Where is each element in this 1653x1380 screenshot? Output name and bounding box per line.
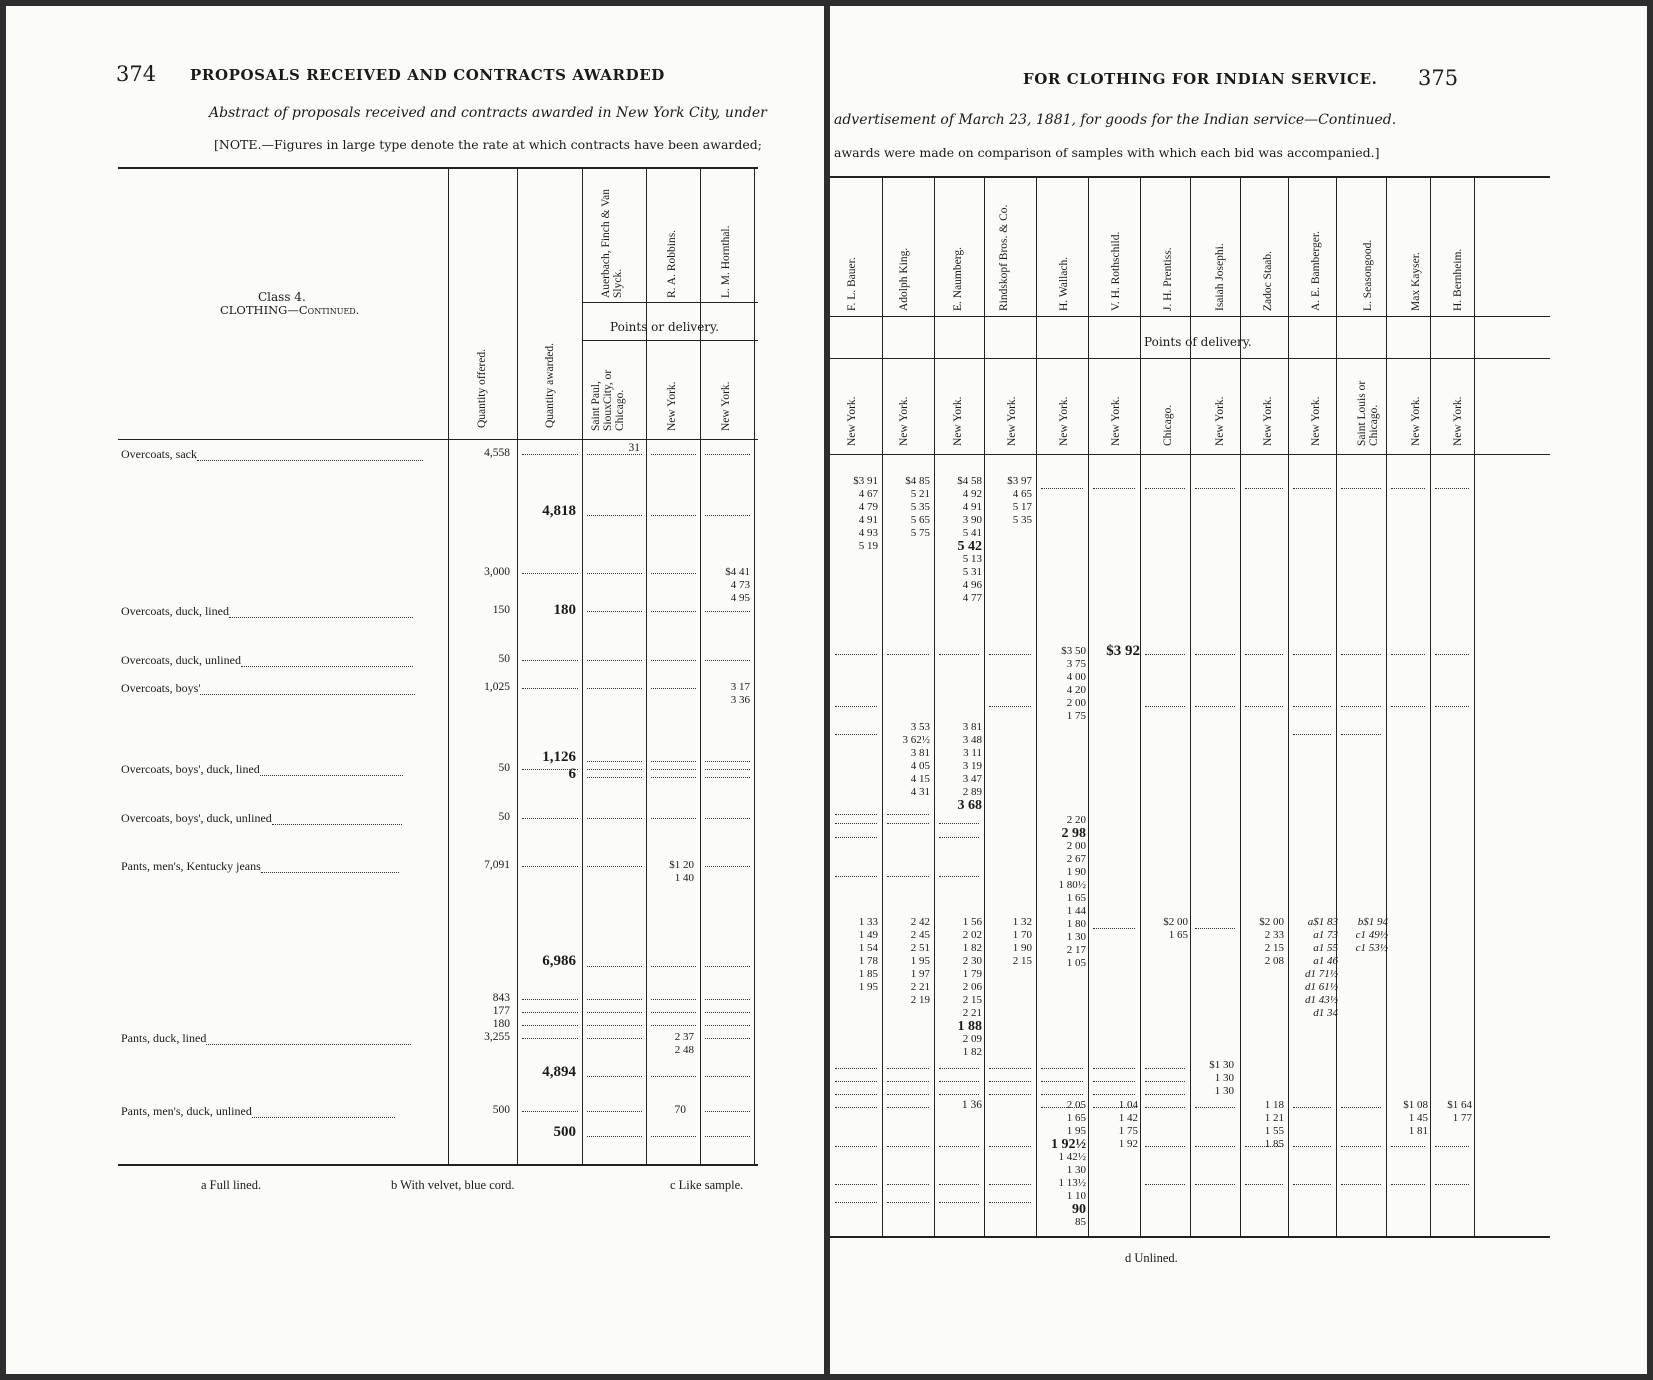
col-divider [1474,176,1475,1236]
delivery-new-york: New York. [666,381,678,431]
col-divider [1336,176,1337,1236]
bid-stack-rindskopf: 1 32 1 70 1 90 2 15 [1012,916,1032,967]
points-label: Points of delivery. [1144,335,1252,349]
footnote: c Like sample. [670,1178,744,1192]
footnote: a Full lined. [201,1178,262,1192]
delivery-point: Chicago. [1162,404,1174,446]
bid-stack-naumberg: $4 58 4 92 4 91 3 90 5 41 5 42 5 13 5 31 4 96 4 77 [957,475,982,604]
qty-offered: 7,091 [484,859,510,871]
bid-stack-bernheim: $1 64 1 77 [1447,1099,1472,1124]
item-row: Overcoats, boys', duck, unlined [121,811,402,825]
qty-offered: 1,025 [484,681,510,693]
bid-stack-bamberger: a$1 83 a1 73 a1 55 a1 46 d1 71½ d1 61½ d1 43½ d1 34 [1305,916,1338,1019]
delivery-new-york: New York. [720,381,732,431]
bidder-name: J. H. Prentiss. [1162,247,1174,311]
bidder-name: H. Bernheim. [1452,248,1464,311]
bid-hornthal: 3 17 3 36 [730,681,750,706]
bid-naumberg: 1 36 [961,1099,982,1111]
class-title: Class 4. [258,290,306,304]
qty-offered: 50 [498,811,510,823]
item-row: Pants, men's, Kentucky jeans [121,859,399,873]
col-divider [934,176,935,1236]
title-line: Abstract of proposals received and contracts awarded in New York City, under [209,105,767,121]
qty-offered: 177 [492,1005,510,1017]
bid-stack-naumberg: 1 56 2 02 1 82 2 30 1 79 2 06 2 15 2 21 1 88 2 09 1 82 [957,916,982,1058]
bid-stack-staab: $2 00 2 33 2 15 2 08 [1259,916,1284,967]
col-divider [1288,176,1289,1236]
bid-stack-wallach: 2 20 2 98 2 00 2 67 1 90 1 80½ 1 65 1 44 1 80 1 30 2 17 1 05 [1058,814,1086,969]
col-divider [646,167,647,1164]
page-number: 374 [116,62,157,86]
left-page [6,6,824,1374]
table-bottom-rule [830,1236,1550,1238]
bidder-rule [582,302,758,303]
footnote: b With velvet, blue cord. [391,1178,515,1192]
delivery-point: New York. [1006,396,1018,446]
col-divider [1036,176,1037,1236]
bid-stack-staab: 1 18 1 21 1 55 1 85 [1264,1099,1284,1150]
bidder-name: H. Wallach. [1058,256,1070,311]
bid-stack-wallach: $3 50 3 75 4 00 4 20 2 00 1 75 [1061,645,1086,722]
bid-stack-bauer: 1 33 1 49 1 54 1 78 1 85 1 95 [858,916,878,993]
bid-stack-josephi: $1 30 1 30 1 30 [1209,1059,1234,1097]
bid-stack-seasongood: b$1 94 c1 49½ c1 53½ [1355,916,1388,954]
delivery-point: New York. [1058,396,1070,446]
bidder-name: L. Seasongood. [1362,239,1374,311]
col-divider [700,167,701,1164]
delivery-point: New York. [846,396,858,446]
qty-awarded: 180 [553,602,576,618]
table-header-rule [118,439,758,440]
qty-awarded: 4,894 [542,1064,576,1080]
bidder-name: Rindskopf Bros. & Co. [998,204,1010,311]
col-divider [1088,176,1089,1236]
bid-stack-wallach: 2 05 1 65 1 95 1 92½ 1 42½ 1 30 1 13½ 1 10 90 85 [1051,1099,1086,1228]
qty-awarded: 6 [568,766,576,782]
qty-offered: 3,255 [484,1031,510,1043]
bid-stack-king: $4 85 5 21 5 35 5 65 5 75 [905,475,930,539]
bid-value: 31 [628,442,640,454]
qty-awarded: 500 [553,1124,576,1140]
bidder-name: Max Kayser. [1410,252,1422,311]
points-label: Points or delivery. [610,320,720,334]
delivery-point: New York. [1110,396,1122,446]
item-row: Overcoats, boys', duck, lined [121,762,403,776]
item-row: Pants, men's, duck, unlined [121,1104,395,1118]
delivery-point: New York. [1262,396,1274,446]
bid-robbins: $1 20 1 40 [669,859,694,884]
delivery-point: New York. [1214,396,1226,446]
title-line: advertisement of March 23, 1881, for goods for the Indian service—Continued. [834,112,1397,128]
bid-stack-king: 2 42 2 45 2 51 1 95 1 97 2 21 2 19 [910,916,930,1006]
col-divider [1430,176,1431,1236]
delivery-point: New York. [952,396,964,446]
col-divider [582,167,583,1164]
col-divider [1386,176,1387,1236]
delivery-saint-paul: Saint Paul, SiouxCity, or Chicago. [590,369,627,431]
bid-hornthal: $4 41 4 73 4 95 [725,566,750,604]
col-quantity-offered: Quantity offered. [476,349,488,428]
col-divider [984,176,985,1236]
running-head: FOR CLOTHING FOR INDIAN SERVICE. [1023,70,1378,88]
item-row: Pants, duck, lined [121,1031,411,1045]
qty-offered: 50 [498,762,510,774]
bid-stack-rothschild: 1 04 1 42 1 75 1 92 [1118,1099,1138,1150]
col-divider [1140,176,1141,1236]
qty-offered: 180 [492,1018,510,1030]
col-divider [517,167,518,1164]
class-subtitle: CLOTHING—Continued. [220,303,360,317]
bid-stack-kayser: $1 08 1 45 1 81 [1403,1099,1428,1137]
bidder-name: Isaiah Josephi. [1214,243,1226,311]
bidder-name: Adolph King. [898,247,910,311]
page-number: 375 [1418,66,1459,90]
bidder-name: Zadoc Staab. [1262,250,1274,311]
delivery-point: New York. [1310,396,1322,446]
bid-stack-prentiss: $2 00 1 65 [1163,916,1188,941]
delivery-point: New York. [1452,396,1464,446]
delivery-point: New York. [898,396,910,446]
delivery-point: Saint Louis or Chicago. [1356,380,1381,446]
delivery-point: New York. [1410,396,1422,446]
table-bottom-rule [118,1164,758,1166]
qty-awarded: 1,126 [542,749,576,765]
qty-offered: 500 [492,1104,510,1116]
col-divider [754,167,755,1164]
qty-awarded: 6,986 [542,953,576,969]
bid-stack-bauer: $3 91 4 67 4 79 4 91 4 93 5 19 [853,475,878,552]
bid-stack-king: 3 53 3 62½ 3 81 4 05 4 15 4 31 [902,721,930,798]
footnote: d Unlined. [1125,1251,1178,1265]
qty-offered: 150 [492,604,510,616]
col-divider [1240,176,1241,1236]
qty-offered: 50 [498,653,510,665]
points-rule [582,340,758,341]
qty-offered: 4,558 [484,447,510,459]
bid-stack-naumberg: 3 81 3 48 3 11 3 19 3 47 2 89 3 68 [957,721,982,813]
item-row: Overcoats, duck, unlined [121,653,413,667]
bid-robbins: 2 37 2 48 [674,1031,694,1056]
bid-rothschild: $3 92 [1106,643,1140,659]
bidder-robbins: R. A. Robbins. [666,229,678,298]
bidder-name: F. L. Bauer. [846,257,858,311]
item-row: Overcoats, sack [121,447,423,461]
table-top-rule [118,167,758,169]
col-quantity-awarded: Quantity awarded. [544,343,556,428]
note-line: [NOTE.—Figures in large type denote the rate at which contracts have been awarded; [214,137,763,152]
item-row: Overcoats, duck, lined [121,604,413,618]
bidder-auerbach: Auerbach, Finch & Van Slyck. [600,188,625,298]
col-divider [1190,176,1191,1236]
qty-awarded: 4,818 [542,503,576,519]
bidder-name: A. E. Bamberger. [1310,231,1322,311]
note-line: awards were made on comparison of samples with which each bid was accompanied.] [834,145,1380,160]
bid-stack-rindskopf: $3 97 4 65 5 17 5 35 [1007,475,1032,526]
bidder-hornthal: L. M. Hornthal. [720,225,732,298]
right-page [830,6,1647,1374]
col-divider [448,167,449,1164]
qty-offered: 3,000 [484,566,510,578]
running-head: PROPOSALS RECEIVED AND CONTRACTS AWARDED [190,66,665,84]
bidder-name: E. Naumberg. [952,247,964,311]
item-row: Overcoats, boys' [121,681,415,695]
qty-offered: 843 [492,992,510,1004]
col-divider [882,176,883,1236]
bidder-name: V. H. Rothschild. [1110,231,1122,311]
bid-robbins: 70 [674,1104,686,1116]
